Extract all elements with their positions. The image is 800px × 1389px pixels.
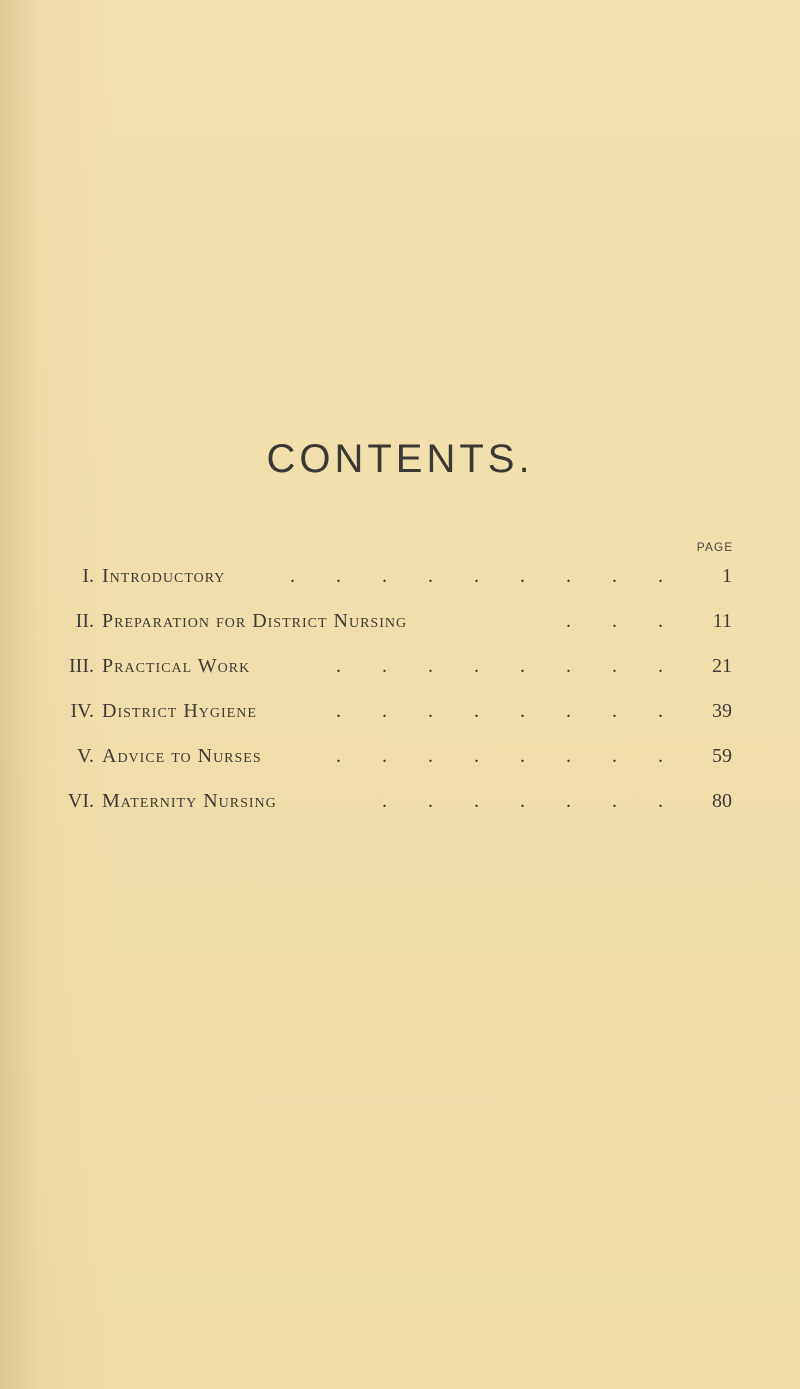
chapter-title: Practical Work: [102, 655, 251, 677]
page-number: 21: [712, 655, 732, 677]
chapter-number: III.: [69, 655, 94, 677]
leader-dots: . . . . . . . .: [336, 700, 663, 722]
toc-entry: [0, 560, 800, 592]
page-number: 80: [712, 790, 732, 812]
leader-dots: . . . . . . . .: [336, 655, 663, 677]
chapter-title: Introductory: [102, 565, 226, 587]
toc-entry: [0, 785, 800, 817]
chapter-title: Advice to Nurses: [102, 745, 262, 767]
toc-entry: [0, 605, 800, 637]
page-column-header: PAGE: [696, 540, 734, 554]
chapter-title: Maternity Nursing: [102, 790, 277, 812]
chapter-number: V.: [77, 745, 94, 767]
leader-dots: . . . . . . . .: [336, 745, 663, 767]
page-title: CONTENTS.: [266, 437, 534, 481]
leader-dots: . . . . . . .: [382, 790, 663, 812]
chapter-title: Preparation for District Nursing: [102, 610, 408, 632]
toc-entry: [0, 650, 800, 682]
page-number: 59: [712, 745, 732, 767]
chapter-number: IV.: [70, 700, 94, 722]
page-number: 39: [712, 700, 732, 722]
leader-dots: . . . . . . . . .: [290, 565, 663, 587]
page-number: 11: [712, 610, 732, 632]
leader-dots: . . .: [566, 610, 663, 632]
page-number: 1: [722, 565, 732, 587]
chapter-number: VI.: [67, 790, 94, 812]
toc-entry: [0, 695, 800, 727]
chapter-number: I.: [82, 565, 94, 587]
chapter-title: District Hygiene: [102, 700, 257, 722]
toc-entry: [0, 740, 800, 772]
chapter-number: II.: [75, 610, 94, 632]
